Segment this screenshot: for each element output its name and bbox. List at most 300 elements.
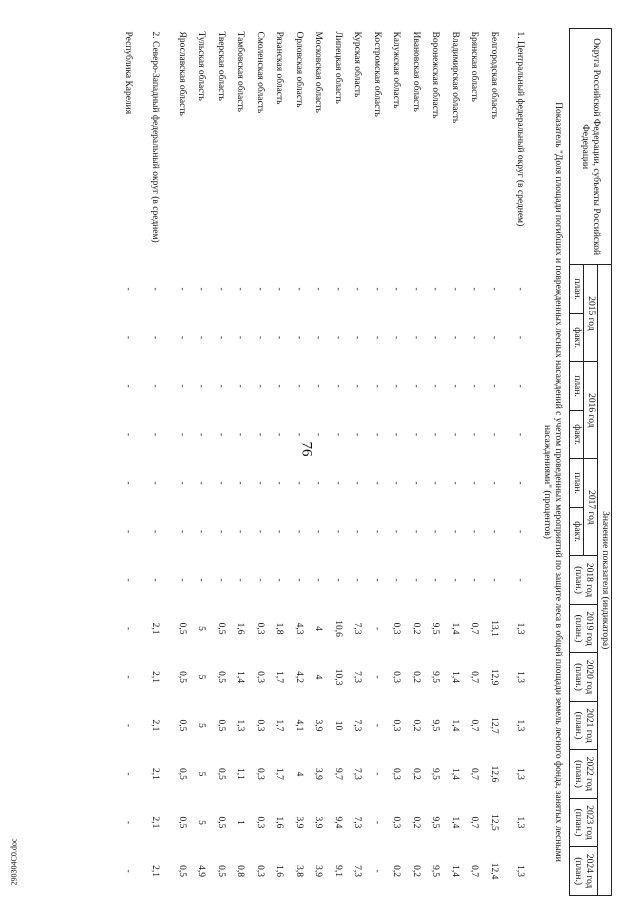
- value-cell: 0,7: [469, 865, 480, 878]
- region-name-cell: Орловская область: [293, 31, 304, 108]
- value-cell: 9,5: [430, 865, 441, 878]
- value-cell: -: [123, 820, 134, 825]
- value-cell: -: [488, 287, 499, 291]
- value-cell: -: [449, 578, 460, 582]
- value-cell: 1,3: [515, 816, 526, 829]
- header-year-2024-plan: 2024 год (план.): [570, 847, 598, 896]
- value-cell: 1,3: [235, 719, 246, 732]
- value-cell: -: [254, 336, 265, 340]
- value-cell: -: [371, 578, 382, 582]
- value-cell: -: [254, 529, 265, 534]
- value-cell: 0,3: [391, 671, 402, 683]
- value-cell: -: [332, 287, 343, 291]
- value-cell: -: [176, 433, 187, 437]
- table-row: [425, 29, 445, 896]
- value-cell: 2,1: [150, 816, 160, 829]
- value-cell: -: [293, 481, 304, 485]
- value-cell: -: [332, 578, 343, 582]
- value-cell: 1,7: [274, 671, 285, 683]
- value-cell: -: [430, 287, 441, 291]
- value-cell: -: [293, 529, 304, 534]
- value-cell: 0,3: [254, 816, 265, 829]
- value-cell: -: [215, 578, 226, 582]
- document-file-code: 290304C0.doc: [9, 838, 19, 886]
- value-cell: -: [449, 481, 460, 485]
- value-cell: 0,2: [410, 719, 421, 732]
- value-cell: 0,7: [469, 671, 480, 683]
- header-year-2023-plan: 2023 год (план.): [570, 798, 598, 846]
- value-cell: -: [274, 578, 285, 582]
- value-cell: -: [332, 481, 343, 485]
- value-cell: 4,3: [293, 622, 304, 635]
- value-cell: -: [391, 529, 402, 534]
- value-cell: -: [254, 384, 265, 388]
- table-row: [367, 29, 387, 896]
- value-cell: 7,3: [352, 719, 363, 732]
- value-cell: 9,5: [430, 768, 441, 780]
- value-cell: -: [293, 287, 304, 291]
- value-cell: -: [430, 481, 441, 485]
- value-cell: -: [332, 529, 343, 534]
- value-cell: -: [352, 578, 363, 582]
- value-cell: 0,2: [410, 865, 421, 878]
- table-row: [328, 29, 348, 896]
- value-cell: 1,7: [274, 719, 285, 732]
- value-cell: 0,5: [215, 816, 226, 829]
- region-name-cell: 2. Северо-Западный федеральный округ (в среднем): [150, 31, 160, 243]
- value-cell: -: [313, 481, 324, 485]
- value-cell: -: [150, 433, 160, 437]
- value-cell: 9,4: [332, 816, 343, 829]
- value-cell: -: [469, 336, 480, 340]
- value-cell: 0,5: [215, 768, 226, 780]
- value-cell: -: [235, 433, 246, 437]
- value-cell: -: [313, 529, 324, 534]
- region-name-cell: Тамбовская область: [235, 31, 246, 112]
- value-cell: -: [410, 529, 421, 534]
- indicator-table: [118, 28, 612, 896]
- value-cell: 3,9: [313, 816, 324, 829]
- value-cell: 5: [196, 771, 207, 777]
- value-cell: 0,2: [391, 865, 402, 878]
- value-cell: 1,6: [274, 816, 285, 829]
- value-cell: 10,6: [332, 620, 343, 637]
- region-name-cell: 1. Центральный федеральный округ (в среднем): [515, 31, 526, 227]
- region-name-cell: Калужская область: [391, 31, 402, 109]
- value-cell: -: [371, 772, 382, 776]
- header-year-2019-plan: 2019 год (план.): [570, 604, 598, 652]
- value-cell: 1,4: [235, 671, 246, 683]
- value-cell: 0,5: [176, 719, 187, 732]
- value-cell: -: [371, 820, 382, 825]
- header-year-2020-plan: 2020 год (план.): [570, 653, 598, 701]
- value-cell: -: [176, 384, 187, 388]
- region-name-cell: Республика Карелия: [123, 31, 134, 115]
- table-row: [406, 29, 426, 896]
- value-cell: -: [391, 336, 402, 340]
- value-cell: 12,4: [488, 862, 499, 880]
- table-row: [191, 29, 211, 896]
- value-cell: -: [515, 287, 526, 291]
- value-cell: 7,3: [352, 671, 363, 683]
- region-name-cell: Ярославская область: [176, 31, 187, 116]
- value-cell: -: [313, 336, 324, 340]
- value-cell: 0,7: [469, 768, 480, 780]
- value-cell: -: [449, 433, 460, 437]
- value-cell: 0,7: [469, 816, 480, 829]
- value-cell: -: [430, 578, 441, 582]
- value-cell: 1: [235, 820, 246, 825]
- value-cell: -: [391, 433, 402, 437]
- table-row: [138, 29, 172, 896]
- value-cell: 4: [293, 771, 304, 777]
- value-cell: -: [150, 336, 160, 340]
- value-cell: 4: [313, 626, 324, 631]
- value-cell: 9,7: [332, 768, 343, 780]
- value-cell: -: [430, 433, 441, 437]
- value-cell: -: [410, 481, 421, 485]
- value-cell: -: [352, 336, 363, 340]
- indicator-description: Показатель "Доля площади погибших и поврежденных лесных насаждений с учетом проведенных мероприятий по защите леса в общей площади земель лесного фонда, занятых лесными насаждениями" (процентов): [542, 102, 563, 862]
- value-cell: 0,7: [469, 719, 480, 732]
- value-cell: -: [150, 529, 160, 534]
- value-cell: 12,6: [488, 765, 499, 783]
- table-row: [464, 29, 484, 896]
- value-cell: 0,3: [254, 671, 265, 683]
- value-cell: 2,1: [150, 671, 160, 683]
- value-cell: 1,4: [449, 816, 460, 829]
- value-cell: 12,7: [488, 717, 499, 734]
- header-region-column: Округа Российской Федерации, субъекты Российской Федерации: [570, 29, 612, 265]
- value-cell: -: [254, 287, 265, 291]
- value-cell: 0,3: [254, 719, 265, 732]
- value-cell: -: [371, 675, 382, 679]
- value-cell: -: [123, 433, 134, 437]
- value-cell: -: [123, 723, 134, 728]
- value-cell: 1,3: [515, 719, 526, 732]
- value-cell: 9,5: [430, 816, 441, 829]
- value-cell: -: [488, 481, 499, 485]
- table-row: [484, 29, 504, 896]
- value-cell: -: [515, 433, 526, 437]
- value-cell: -: [371, 626, 382, 631]
- table-row: [445, 29, 465, 896]
- region-name-cell: Тверская область: [215, 31, 226, 101]
- region-name-cell: Московская область: [313, 31, 324, 113]
- value-cell: 1,4: [449, 865, 460, 878]
- region-name-cell: Ивановская область: [410, 31, 421, 112]
- value-cell: 9,5: [430, 719, 441, 732]
- value-cell: 0,5: [176, 622, 187, 635]
- value-cell: 0,2: [410, 622, 421, 635]
- value-cell: -: [352, 529, 363, 534]
- value-cell: -: [293, 578, 304, 582]
- value-cell: -: [274, 384, 285, 388]
- value-cell: 1,1: [235, 768, 246, 780]
- value-cell: 12,5: [488, 814, 499, 831]
- value-cell: -: [332, 433, 343, 437]
- value-cell: -: [196, 384, 207, 388]
- value-cell: -: [469, 433, 480, 437]
- value-cell: 9,1: [332, 865, 343, 878]
- value-cell: -: [150, 481, 160, 485]
- value-cell: 5: [196, 723, 207, 728]
- value-cell: 0,5: [215, 622, 226, 635]
- value-cell: -: [293, 336, 304, 340]
- table-row: [308, 29, 328, 896]
- value-cell: -: [332, 336, 343, 340]
- region-name-cell: Воронежская область: [430, 31, 441, 119]
- value-cell: -: [215, 481, 226, 485]
- value-cell: -: [371, 336, 382, 340]
- header-year-2021-plan: 2021 год (план.): [570, 701, 598, 749]
- value-cell: -: [371, 433, 382, 437]
- value-cell: -: [123, 675, 134, 679]
- region-name-cell: Смоленская область: [254, 31, 265, 114]
- value-cell: -: [196, 336, 207, 340]
- value-cell: -: [515, 384, 526, 388]
- value-cell: -: [391, 384, 402, 388]
- value-cell: 10: [332, 720, 343, 731]
- value-cell: -: [293, 433, 304, 437]
- value-cell: 0,3: [391, 816, 402, 829]
- value-cell: -: [313, 384, 324, 388]
- value-cell: -: [391, 287, 402, 291]
- value-cell: -: [371, 529, 382, 534]
- value-cell: -: [313, 578, 324, 582]
- value-cell: 5: [196, 626, 207, 631]
- header-2017-fact: факт.: [570, 507, 584, 555]
- value-cell: -: [488, 384, 499, 388]
- header-year-2015: 2015 год: [584, 265, 598, 362]
- value-cell: -: [410, 287, 421, 291]
- value-cell: 3,8: [293, 865, 304, 878]
- header-2017-plan: план.: [570, 459, 584, 507]
- rotated-page-content: [102, 28, 612, 896]
- value-cell: 0,5: [176, 671, 187, 683]
- header-year-2016: 2016 год: [584, 362, 598, 459]
- value-cell: -: [371, 869, 382, 873]
- value-cell: -: [469, 287, 480, 291]
- value-cell: -: [254, 578, 265, 582]
- value-cell: 0,3: [391, 768, 402, 780]
- value-cell: 13,1: [488, 620, 499, 637]
- value-cell: 3,9: [313, 768, 324, 780]
- value-cell: 10,3: [332, 668, 343, 686]
- value-cell: -: [430, 336, 441, 340]
- value-cell: 1,4: [449, 768, 460, 780]
- value-cell: -: [176, 529, 187, 534]
- value-cell: 4,1: [293, 719, 304, 732]
- value-cell: -: [469, 481, 480, 485]
- value-cell: 0,8: [235, 865, 246, 878]
- table-row: [118, 29, 138, 896]
- value-cell: -: [371, 384, 382, 388]
- region-name-cell: Белгородская область: [488, 31, 499, 120]
- value-cell: -: [515, 336, 526, 340]
- value-cell: -: [235, 336, 246, 340]
- value-cell: -: [352, 384, 363, 388]
- value-cell: 0,5: [215, 671, 226, 683]
- value-cell: 2,1: [150, 622, 160, 635]
- value-cell: 7,3: [352, 622, 363, 635]
- value-cell: 5: [196, 674, 207, 680]
- value-cell: -: [274, 336, 285, 340]
- value-cell: 0,2: [410, 671, 421, 683]
- header-2016-fact: факт.: [570, 410, 584, 458]
- value-cell: 7,3: [352, 865, 363, 878]
- value-cell: -: [123, 481, 134, 485]
- value-cell: 1,3: [515, 671, 526, 683]
- value-cell: -: [352, 287, 363, 291]
- value-cell: -: [430, 384, 441, 388]
- value-cell: -: [332, 384, 343, 388]
- value-cell: 0,3: [254, 865, 265, 878]
- header-year-2022-plan: 2022 год (план.): [570, 750, 598, 798]
- value-cell: -: [235, 578, 246, 582]
- value-cell: 1,4: [449, 622, 460, 635]
- value-cell: 1,8: [274, 622, 285, 635]
- value-cell: -: [274, 433, 285, 437]
- value-cell: -: [371, 287, 382, 291]
- value-cell: -: [235, 384, 246, 388]
- region-name-cell: Костромская область: [371, 31, 382, 117]
- value-cell: -: [274, 287, 285, 291]
- value-cell: -: [371, 723, 382, 728]
- value-cell: -: [196, 529, 207, 534]
- value-cell: -: [391, 481, 402, 485]
- value-cell: -: [313, 287, 324, 291]
- header-2016-plan: план.: [570, 362, 584, 410]
- value-cell: -: [371, 481, 382, 485]
- value-cell: 5: [196, 820, 207, 825]
- value-cell: -: [313, 433, 324, 437]
- value-cell: -: [123, 336, 134, 340]
- value-cell: -: [215, 529, 226, 534]
- value-cell: -: [488, 529, 499, 534]
- value-cell: 7,3: [352, 768, 363, 780]
- value-cell: -: [215, 384, 226, 388]
- value-cell: -: [449, 336, 460, 340]
- value-cell: -: [235, 529, 246, 534]
- value-cell: 1,4: [449, 719, 460, 732]
- value-cell: -: [150, 287, 160, 291]
- value-cell: -: [449, 384, 460, 388]
- value-cell: 4,9: [196, 865, 207, 878]
- value-cell: 2,1: [150, 719, 160, 732]
- table-row: [250, 29, 270, 896]
- value-cell: 0,2: [410, 768, 421, 780]
- table-row: [347, 29, 367, 896]
- value-cell: -: [515, 578, 526, 582]
- value-cell: -: [274, 529, 285, 534]
- value-cell: -: [123, 384, 134, 388]
- value-cell: -: [293, 384, 304, 388]
- region-name-cell: Рязанская область: [274, 31, 285, 105]
- value-cell: -: [150, 384, 160, 388]
- value-cell: 0,5: [176, 816, 187, 829]
- value-cell: -: [196, 481, 207, 485]
- value-cell: 9,5: [430, 671, 441, 683]
- value-cell: 0,3: [254, 768, 265, 780]
- value-cell: -: [469, 384, 480, 388]
- value-cell: -: [254, 481, 265, 485]
- header-2015-fact: факт.: [570, 313, 584, 361]
- table-body: [118, 29, 570, 896]
- value-cell: 1,6: [274, 865, 285, 878]
- value-cell: 0,5: [215, 719, 226, 732]
- table-row: [172, 29, 192, 896]
- value-cell: 1,7: [274, 768, 285, 780]
- value-cell: -: [196, 433, 207, 437]
- value-cell: -: [196, 287, 207, 291]
- value-cell: -: [515, 529, 526, 534]
- value-cell: 0,3: [254, 622, 265, 635]
- value-cell: -: [488, 433, 499, 437]
- value-cell: 0,3: [391, 622, 402, 635]
- table-row: [386, 29, 406, 896]
- header-indicator-group: Значение показателя (индикатора): [598, 265, 612, 896]
- value-cell: -: [449, 529, 460, 534]
- header-2015-plan: план.: [570, 265, 584, 313]
- value-cell: 1,3: [515, 622, 526, 635]
- value-cell: -: [391, 578, 402, 582]
- value-cell: -: [469, 578, 480, 582]
- value-cell: -: [235, 287, 246, 291]
- value-cell: -: [410, 336, 421, 340]
- value-cell: 12,9: [488, 668, 499, 686]
- value-cell: 3,9: [313, 865, 324, 878]
- table-row: [230, 29, 250, 896]
- value-cell: -: [254, 433, 265, 437]
- value-cell: 9,5: [430, 622, 441, 635]
- value-cell: -: [410, 384, 421, 388]
- value-cell: 1,4: [449, 671, 460, 683]
- value-cell: -: [352, 481, 363, 485]
- value-cell: -: [410, 433, 421, 437]
- table-header: [570, 29, 612, 896]
- value-cell: -: [123, 529, 134, 534]
- value-cell: -: [176, 578, 187, 582]
- value-cell: 2,1: [150, 768, 160, 780]
- value-cell: -: [150, 578, 160, 582]
- value-cell: -: [123, 772, 134, 776]
- value-cell: -: [410, 578, 421, 582]
- region-name-cell: Брянская область: [469, 31, 480, 102]
- header-year-2017: 2017 год: [584, 459, 598, 556]
- value-cell: -: [449, 287, 460, 291]
- value-cell: 1,3: [515, 768, 526, 780]
- value-cell: -: [430, 529, 441, 534]
- value-cell: -: [469, 529, 480, 534]
- table-row: [269, 29, 289, 896]
- value-cell: -: [488, 578, 499, 582]
- table-row: [503, 29, 537, 896]
- table-row: [289, 29, 309, 896]
- value-cell: 0,5: [176, 865, 187, 878]
- value-cell: 0,5: [176, 768, 187, 780]
- value-cell: -: [515, 481, 526, 485]
- region-name-cell: Тульская область: [196, 31, 207, 101]
- value-cell: -: [176, 481, 187, 485]
- value-cell: -: [215, 336, 226, 340]
- value-cell: 1,3: [515, 865, 526, 878]
- region-name-cell: Липецкая область: [332, 31, 343, 104]
- region-name-cell: Владимирская область: [449, 31, 460, 124]
- value-cell: 0,2: [410, 816, 421, 829]
- header-year-2018-plan: 2018 год (план.): [570, 556, 598, 604]
- value-cell: -: [176, 336, 187, 340]
